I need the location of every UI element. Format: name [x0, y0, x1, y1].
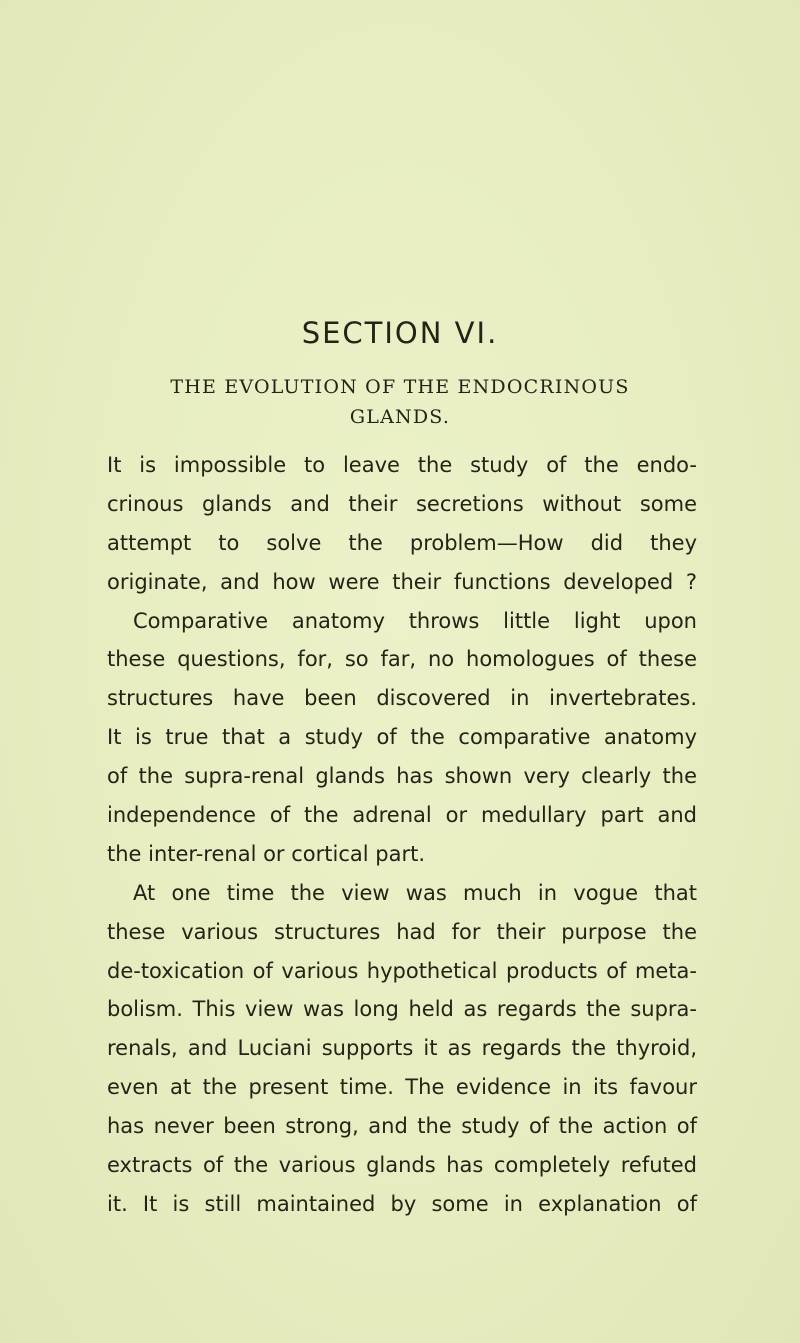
section-heading: SECTION VI.: [301, 316, 499, 350]
chapter-title-line: THE EVOLUTION OF THE ENDOCRINOUS: [170, 376, 630, 398]
text-line: renals, and Luciani supports it as regards the thyroid,: [107, 1036, 697, 1061]
text-line: the inter-renal or cortical part.: [107, 841, 426, 866]
text-line: extracts of the various glands has completely refuted: [107, 1153, 697, 1178]
text-line: bolism. This view was long held as regards the supra-: [107, 997, 697, 1022]
text-line: independence of the adrenal or medullary part and: [107, 803, 697, 828]
text-line: Comparative anatomy throws little light upon: [133, 608, 697, 633]
chapter-title: [120, 372, 680, 432]
text-line: structures have been discovered in invertebrates.: [107, 686, 697, 711]
body-text: [107, 446, 697, 1224]
text-line: At one time the view was much in vogue that: [133, 880, 697, 905]
text-line: attempt to solve the problem—How did they: [107, 530, 697, 555]
text-line: It is impossible to leave the study of the endo-: [107, 453, 697, 477]
text-line: of the supra-renal glands has shown very clearly the: [107, 764, 697, 789]
text-line: these questions, for, so far, no homologues of these: [107, 647, 697, 672]
text-line: it. It is still maintained by some in explanation of: [107, 1191, 697, 1216]
text-line: originate, and how were their functions developed ?: [107, 569, 697, 594]
text-line: de-toxication of various hypothetical products of meta-: [107, 958, 697, 983]
text-line: crinous glands and their secretions without some: [107, 491, 697, 516]
chapter-title-line: GLANDS.: [349, 406, 451, 428]
text-line: even at the present time. The evidence in its favour: [107, 1075, 697, 1100]
text-line: has never been strong, and the study of the action of: [107, 1114, 697, 1139]
text-line: It is true that a study of the comparative anatomy: [107, 725, 697, 750]
text-line: these various structures had for their purpose the: [107, 919, 697, 944]
